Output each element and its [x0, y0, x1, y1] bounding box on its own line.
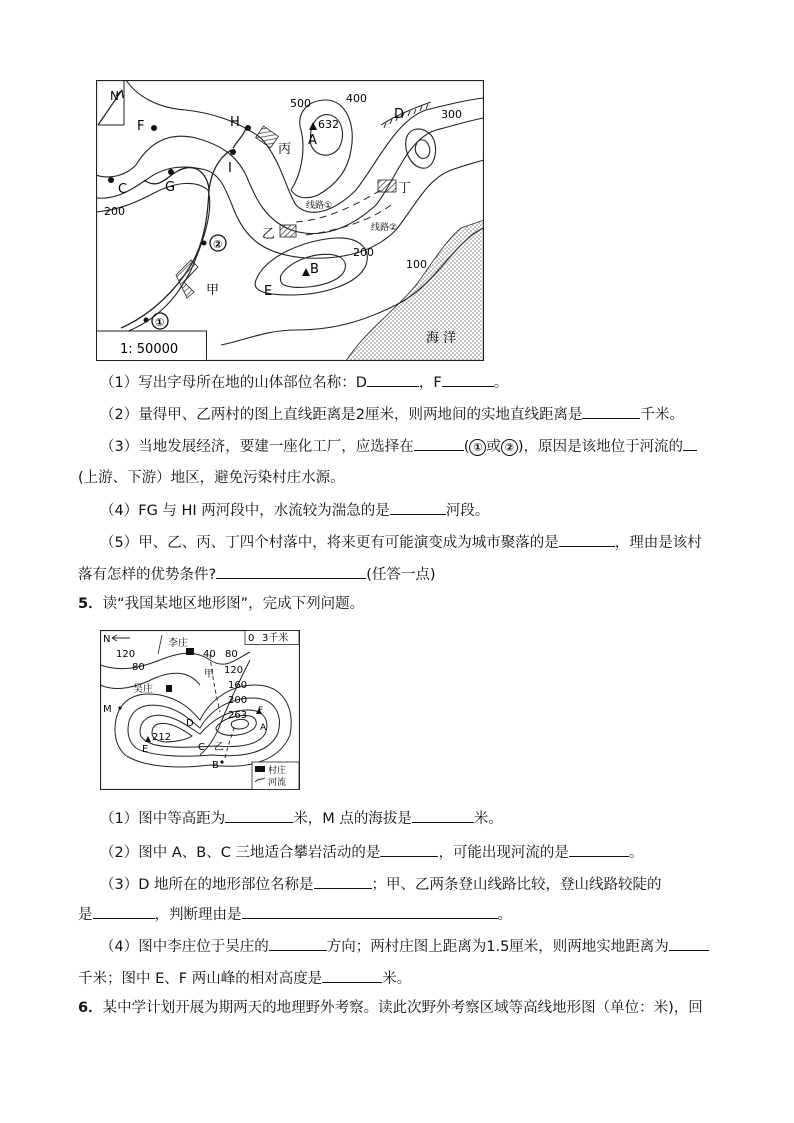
answer-blank[interactable]: [569, 842, 629, 857]
svg-text:村庄: 村庄: [268, 766, 287, 776]
svg-text:海 洋: 海 洋: [426, 331, 457, 346]
svg-text:C: C: [198, 742, 205, 753]
answer-blank[interactable]: [582, 404, 640, 419]
answer-blank[interactable]: [442, 372, 494, 387]
svg-text:40: 40: [203, 649, 216, 660]
svg-text:I: I: [228, 161, 232, 176]
svg-text:400: 400: [346, 92, 367, 105]
q4-item-5-cont: 落有怎样的优势条件? (任答一点): [78, 564, 436, 585]
q5-item-4-cont: 千米；图中 E、F 两山峰的相对高度是 米。: [78, 968, 411, 989]
svg-text:乙: 乙: [214, 742, 224, 753]
svg-text:B: B: [212, 760, 219, 771]
answer-blank[interactable]: [216, 564, 366, 579]
svg-text:丙: 丙: [278, 142, 292, 157]
svg-text:线路②: 线路②: [371, 223, 398, 233]
svg-text:0: 0: [248, 633, 255, 644]
answer-blank[interactable]: [683, 436, 697, 451]
svg-text:甲: 甲: [206, 283, 220, 298]
svg-text:D: D: [394, 107, 405, 122]
svg-text:E: E: [142, 744, 149, 755]
svg-text:120: 120: [116, 649, 136, 660]
svg-text:F: F: [258, 706, 264, 716]
svg-text:212: 212: [152, 732, 172, 743]
svg-text:100: 100: [406, 258, 427, 271]
q5-item-4: （4）图中李庄位于吴庄的 方向；两村庄图上距离为1.5厘米，则两地实地距离为: [100, 936, 709, 957]
answer-blank[interactable]: [242, 904, 498, 919]
svg-text:河流: 河流: [268, 778, 287, 788]
q4-item-3-cont: (上游、下游）地区，避免污染村庄水源。: [78, 470, 345, 486]
answer-blank[interactable]: [412, 808, 474, 823]
svg-text:G: G: [165, 180, 176, 195]
svg-text:200: 200: [228, 695, 248, 706]
q5-item-1: （1）图中等高距为 米，M 点的海拔是 米。: [100, 808, 503, 829]
svg-text:吴庄: 吴庄: [133, 684, 153, 695]
q4-item-4: （4）FG 与 HI 两河段中，水流较为湍急的是 河段。: [100, 500, 489, 521]
svg-text:M: M: [103, 704, 112, 715]
answer-blank[interactable]: [322, 968, 382, 983]
answer-blank[interactable]: [367, 372, 419, 387]
svg-text:N: N: [103, 634, 111, 645]
svg-text:E: E: [264, 284, 273, 299]
svg-text:500: 500: [290, 97, 311, 110]
answer-blank[interactable]: [269, 936, 327, 951]
svg-text:3千米: 3千米: [262, 633, 289, 644]
q5-item-2: （2）图中 A、B、C 三地适合攀岩活动的是 ，可能出现河流的是 。: [100, 842, 643, 863]
svg-text:B: B: [310, 262, 319, 277]
answer-blank[interactable]: [559, 532, 615, 547]
svg-text:乙: 乙: [262, 227, 276, 242]
answer-blank[interactable]: [669, 936, 709, 951]
q5-item-3-cont: 是 ，判断理由是 。: [78, 904, 512, 925]
q4-item-2: （2）量得甲、乙两村的图上直线距离是2厘米，则两地间的实地直线距离是 千米。: [100, 404, 684, 425]
answer-blank[interactable]: [225, 808, 293, 823]
svg-text:263: 263: [228, 710, 248, 721]
svg-text:F: F: [137, 119, 145, 134]
svg-text:A: A: [260, 723, 267, 733]
svg-text:甲: 甲: [204, 669, 214, 680]
svg-text:200: 200: [104, 205, 125, 218]
answer-blank[interactable]: [93, 904, 155, 919]
svg-text:①: ①: [155, 316, 165, 329]
question-5-title: 5．读“我国某地区地形图”，完成下列问题。: [78, 596, 365, 612]
q4-item-1: （1）写出字母所在地的山体部位名称：D ，F 。: [100, 372, 508, 393]
svg-text:②: ②: [213, 238, 223, 251]
q4-item-3: （3）当地发展经济，要建一座化工厂，应选择在 ( ① 或 ② )，原因是该地位于河流的: [100, 436, 697, 457]
answer-blank[interactable]: [414, 436, 464, 451]
svg-text:线路①: 线路①: [306, 201, 333, 211]
contour-map-2: [100, 630, 300, 790]
svg-text:丁: 丁: [398, 181, 412, 196]
scale-label: 1: 50000: [120, 342, 179, 357]
svg-text:200: 200: [353, 246, 374, 259]
q4-item-5: （5）甲、乙、丙、丁四个村落中，将来更有可能演变成为城市聚落的是 ，理由是该村: [100, 532, 702, 553]
svg-text:A: A: [308, 133, 317, 148]
svg-text:300: 300: [441, 108, 462, 121]
svg-text:C: C: [118, 182, 128, 197]
north-label: N: [110, 89, 119, 103]
svg-text:160: 160: [228, 680, 248, 691]
q5-item-3: （3）D 地所在的地形部位名称是 ；甲、乙两条登山线路比较，登山线路较陡的: [100, 874, 662, 895]
question-6: 6．某中学计划开展为期两天的地理野外考察。读此次野外考察区域等高线地形图（单位：米)，回: [78, 1000, 703, 1016]
answer-blank[interactable]: [380, 842, 438, 857]
svg-text:李庄: 李庄: [168, 638, 188, 649]
answer-blank[interactable]: [390, 500, 446, 515]
svg-text:D: D: [186, 718, 194, 729]
answer-blank[interactable]: [314, 874, 372, 889]
svg-text:H: H: [230, 115, 240, 130]
svg-text:120: 120: [224, 665, 244, 676]
contour-map-1: [96, 80, 484, 361]
svg-text:80: 80: [132, 662, 145, 673]
svg-text:80: 80: [225, 649, 238, 660]
svg-text:632: 632: [318, 118, 339, 131]
